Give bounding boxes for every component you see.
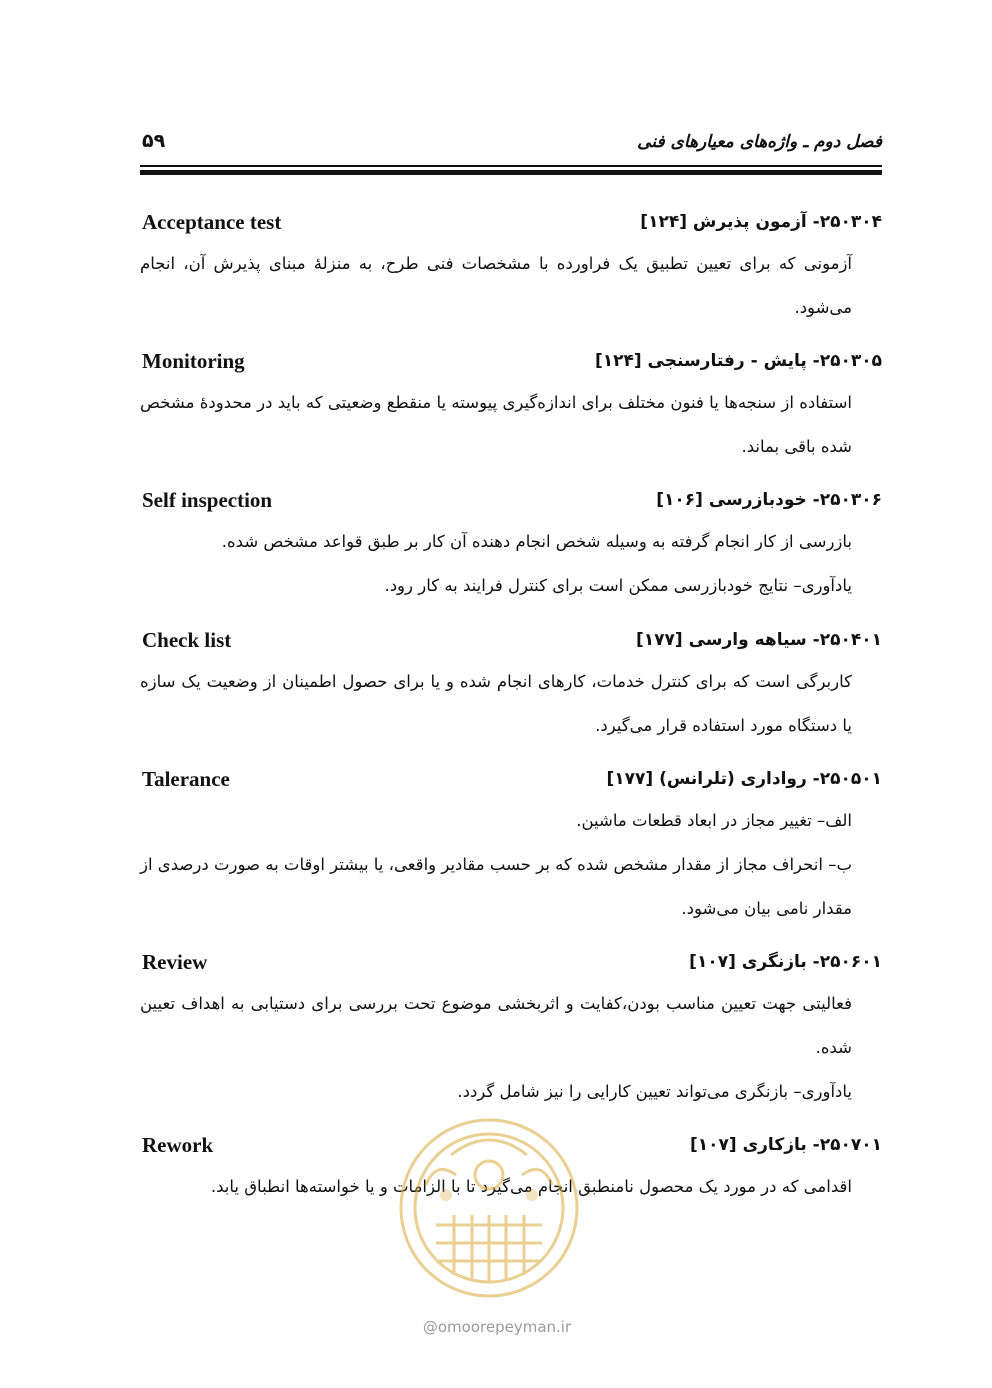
persian-term: ۲۵۰۳۰۵- پایش - رفتارسنجی [۱۲۴] bbox=[594, 351, 882, 371]
entry-heading bbox=[140, 628, 882, 660]
english-term: Talerance bbox=[142, 767, 230, 791]
definition-text: فعالیتی جهت تعیین مناسب بودن،کفایت و اثربخشی موضوع تحت بررسی برای دستیابی به اهداف تعیین شده. bbox=[140, 994, 852, 1057]
entry-heading bbox=[140, 210, 882, 242]
watermark-emblem bbox=[396, 1115, 582, 1301]
glossary-entry bbox=[140, 950, 882, 1114]
definition-text: بازرسی از کار انجام گرفته به وسیله شخص انجام دهنده آن کار بر طبق قواعد مشخص شده. bbox=[221, 532, 852, 551]
definition-text: کاربرگی است که برای کنترل خدمات، کارهای انجام شده و یا برای حصول اطمینان از وضعیت یک سازه یا دستگاه مورد استفاده قرار می‌گیرد. bbox=[140, 672, 852, 735]
english-term: Check list bbox=[142, 628, 232, 652]
persian-term: ۲۵۰۵۰۱- رواداری (تلرانس) [۱۷۷] bbox=[606, 769, 882, 789]
persian-term: ۲۵۰۷۰۱- بازکاری [۱۰۷] bbox=[689, 1135, 882, 1155]
persian-term: ۲۵۰۴۰۱- سیاهه وارسی [۱۷۷] bbox=[635, 630, 882, 650]
entry-heading bbox=[140, 349, 882, 381]
english-term: Rework bbox=[142, 1133, 214, 1157]
persian-term: ۲۵۰۳۰۶- خودبازرسی [۱۰۶] bbox=[656, 490, 882, 510]
glossary-entry bbox=[140, 628, 882, 748]
definition-text: استفاده از سنجه‌ها یا فنون مختلف برای اندازه‌گیری پیوسته یا منقطع وضعیتی که باید در محدودهٔ مشخص شده باقی بماند. bbox=[140, 393, 852, 456]
page-header bbox=[140, 126, 882, 162]
english-term: Self inspection bbox=[142, 488, 273, 512]
definition-text-b: ب– انحراف مجاز از مقدار مشخص شده که بر حسب مقادیر واقعی، یا بیشتر اوقات به صورت درصدی از مقدار نامی بیان می‌شود. bbox=[140, 855, 852, 918]
english-term: Monitoring bbox=[142, 349, 245, 373]
watermark-site: @omoorepeyman.ir bbox=[422, 1318, 572, 1336]
note-text: یادآوری– نتایج خودبازرسی ممکن است برای کنترل فرایند به کار رود. bbox=[384, 576, 852, 595]
entry-heading bbox=[140, 950, 882, 982]
glossary-entry bbox=[140, 488, 882, 608]
definition-text-a: الف– تغییر مجاز در ابعاد قطعات ماشین. bbox=[576, 811, 852, 830]
definition-text: آزمونی که برای تعیین تطبیق یک فراورده با مشخصات فنی طرح، به منزلهٔ مبنای پذیرش آن، انجام می‌شود. bbox=[140, 254, 852, 317]
english-term: Review bbox=[142, 950, 208, 974]
glossary-entry bbox=[140, 210, 882, 330]
persian-term: ۲۵۰۶۰۱- بازنگری [۱۰۷] bbox=[689, 952, 882, 972]
page-number: ۵۹ bbox=[142, 130, 166, 152]
header-rule-thin bbox=[140, 165, 882, 167]
english-term: Acceptance test bbox=[142, 210, 282, 234]
entry-heading bbox=[140, 767, 882, 799]
header-rule-thick bbox=[140, 170, 882, 175]
entry-heading bbox=[140, 488, 882, 520]
definition-text: اقدامی که در مورد یک محصول نامنطبق انجام می‌گیرد تا با الزامات و یا خواسته‌ها انطباق یابد. bbox=[210, 1177, 852, 1196]
chapter-title: فصل دوم ـ واژه‌های معیارهای فنی bbox=[637, 132, 882, 152]
glossary-entry bbox=[140, 349, 882, 469]
persian-term: ۲۵۰۳۰۴- آزمون پذیرش [۱۲۴] bbox=[640, 212, 882, 232]
note-text: یادآوری– بازنگری می‌تواند تعیین کارایی را نیز شامل گردد. bbox=[457, 1082, 852, 1101]
glossary-entry bbox=[140, 767, 882, 931]
